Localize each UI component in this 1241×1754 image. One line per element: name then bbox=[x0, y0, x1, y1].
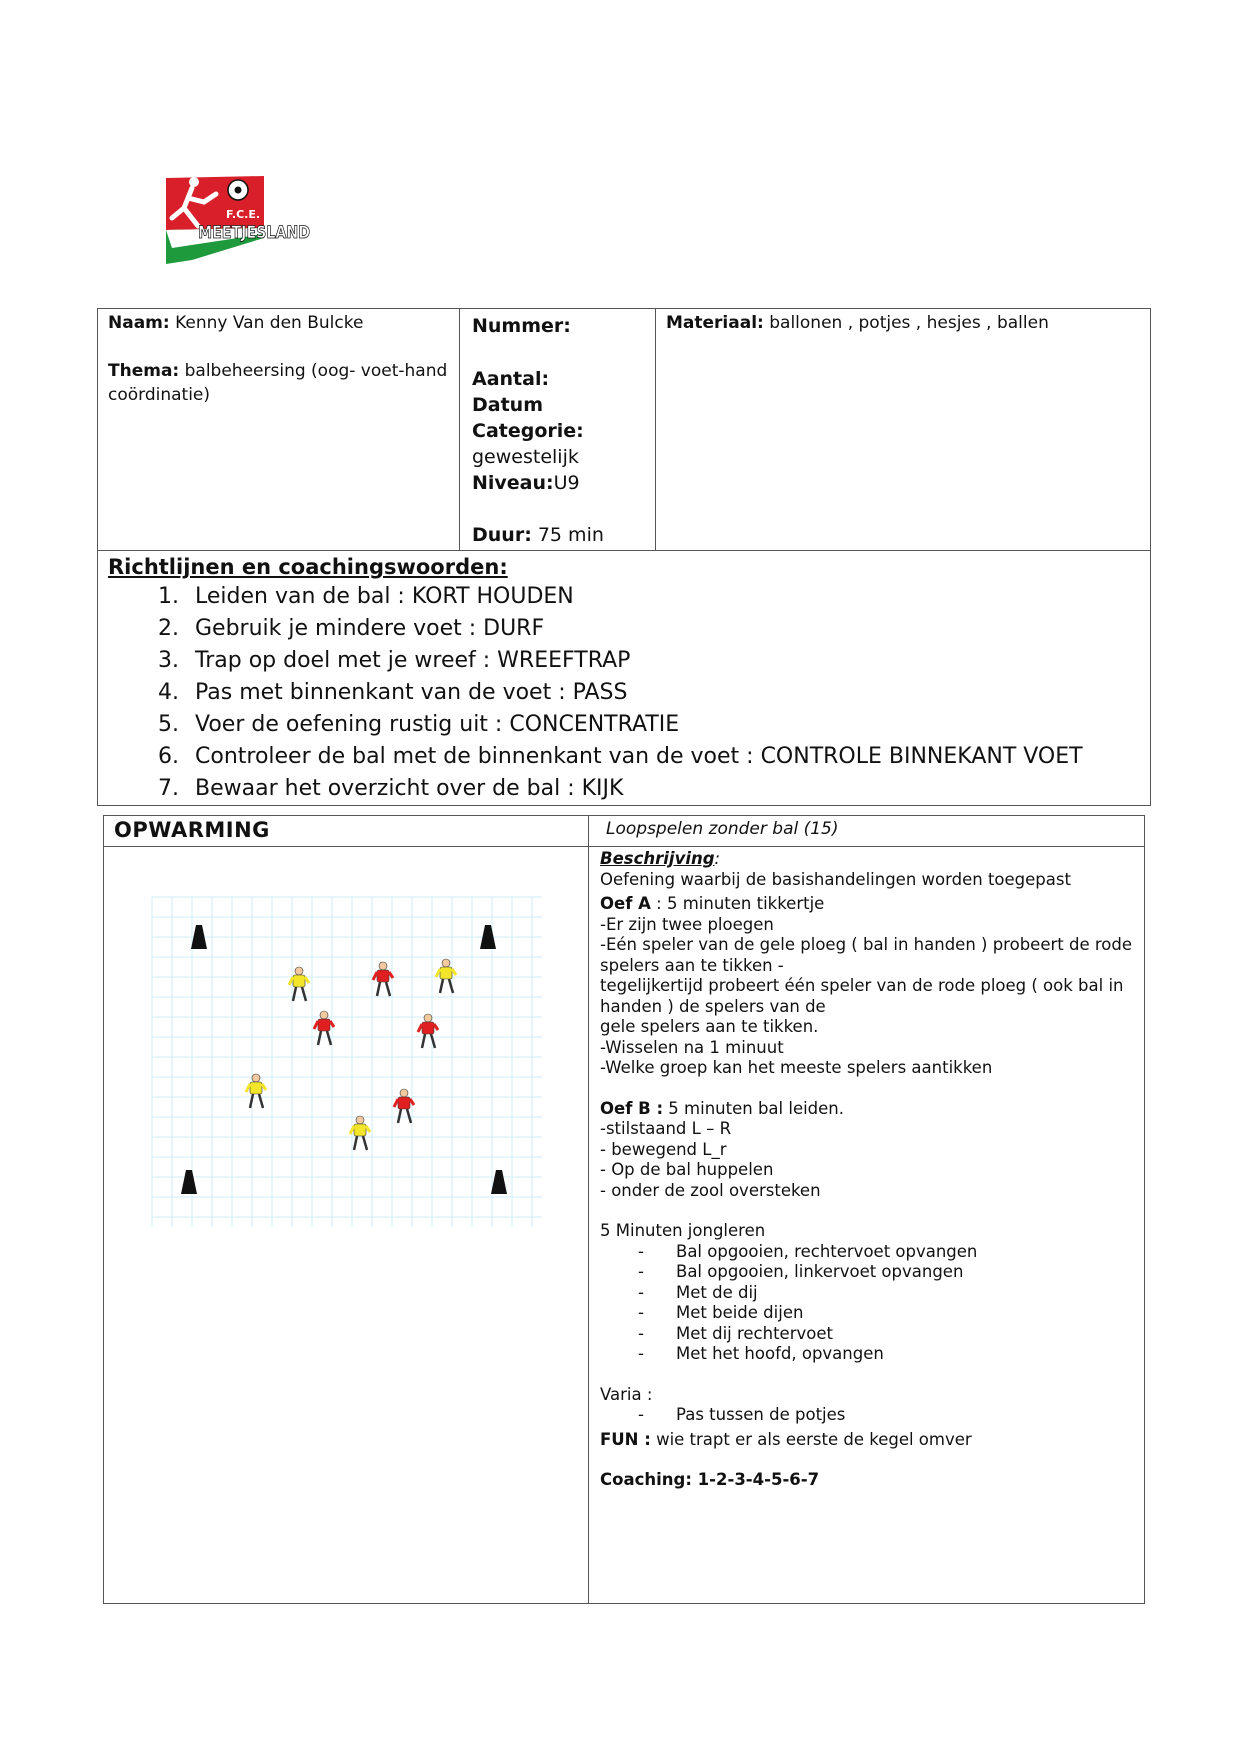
opwarming-table bbox=[103, 815, 1145, 1604]
svg-text:MEETJESLAND: MEETJESLAND bbox=[198, 223, 310, 243]
red-player-icon bbox=[418, 1014, 438, 1048]
richtlijnen-title: Richtlijnen en coachingswoorden: bbox=[108, 555, 508, 579]
duur-value: 75 min bbox=[537, 524, 604, 546]
exercise-diagram bbox=[152, 897, 542, 1227]
list-item: - Pas tussen de potjes bbox=[638, 1405, 846, 1424]
categorie-value: gewestelijk bbox=[472, 446, 579, 468]
list-item: - Met dij rechtervoet bbox=[638, 1323, 833, 1343]
list-item: - Met de dij bbox=[638, 1282, 758, 1302]
naam-value: Kenny Van den Bulcke bbox=[175, 313, 364, 333]
oefB-line: - bewegend L_r bbox=[600, 1139, 727, 1159]
list-item: 6. Controleer de bal met de binnenkant van de voet : CONTROLE BINNEKANT VOET bbox=[158, 744, 1083, 769]
oefA-line: -Eén speler van de gele ploeg ( bal in handen ) probeert de rode spelers aan te tikken - bbox=[600, 935, 1132, 975]
list-item: 7. Bewaar het overzicht over de bal : KIJK bbox=[158, 776, 624, 801]
categorie-label: Categorie: bbox=[472, 420, 584, 442]
list-item: - Met beide dijen bbox=[638, 1303, 804, 1322]
nummer-label: Nummer: bbox=[472, 315, 571, 337]
oefB-label: Oef B : bbox=[600, 1098, 664, 1118]
oefA-line: -Welke groep kan het meeste spelers aantikken bbox=[600, 1058, 993, 1077]
yellow-player-icon bbox=[436, 959, 456, 993]
list-item: 1. Leiden van de bal : KORT HOUDEN bbox=[158, 584, 574, 609]
richtlijnen-cell bbox=[98, 551, 1151, 806]
oefA-label: Oef A bbox=[600, 894, 651, 913]
beschrijving-label: Beschrijving bbox=[600, 849, 715, 868]
list-item: 3. Trap op doel met je wreef : WREEFTRAP bbox=[158, 648, 631, 673]
oefB-line: - onder de zool oversteken bbox=[600, 1180, 821, 1200]
info-table bbox=[97, 308, 1151, 806]
list-item: 4. Pas met binnenkant van de voet : PASS bbox=[158, 680, 628, 705]
list-item: - Met het hoofd, opvangen bbox=[638, 1344, 884, 1363]
diagram-cell bbox=[104, 847, 589, 1604]
club-logo bbox=[162, 168, 312, 268]
jongleren-title: 5 Minuten jongleren bbox=[600, 1221, 766, 1240]
opwarming-title: OPWARMING bbox=[104, 816, 589, 847]
yellow-player-icon bbox=[350, 1116, 370, 1150]
datum-label: Datum bbox=[472, 394, 543, 416]
oefA-line: gele spelers aan te tikken. bbox=[600, 1017, 819, 1036]
duur-label: Duur: bbox=[472, 524, 532, 546]
richtlijnen-list bbox=[158, 581, 1140, 805]
cone-icon bbox=[181, 1170, 197, 1194]
fun-label: FUN : bbox=[600, 1429, 651, 1449]
fun-text: wie trapt er als eerste de kegel omver bbox=[650, 1429, 972, 1449]
coaching-text: Coaching: 1-2-3-4-5-6-7 bbox=[600, 1470, 820, 1489]
thema-value: balbeheersing (oog- voet-hand coördinatie) bbox=[108, 361, 448, 405]
materiaal-value: ballonen , potjes , hesjes , ballen bbox=[769, 313, 1049, 333]
list-item: 2. Gebruik je mindere voet : DURF bbox=[158, 616, 545, 641]
red-player-icon bbox=[314, 1011, 334, 1045]
list-item: - Bal opgooien, linkervoet opvangen bbox=[638, 1262, 964, 1281]
niveau-value: U9 bbox=[553, 472, 580, 494]
opwarming-subtitle: Loopspelen zonder bal (15) bbox=[589, 816, 1145, 847]
yellow-player-icon bbox=[246, 1074, 266, 1108]
oefA-line: -Er zijn twee ploegen bbox=[600, 914, 774, 934]
details-cell bbox=[460, 309, 656, 551]
red-player-icon bbox=[394, 1089, 414, 1123]
oefB-line: -stilstaand L – R bbox=[600, 1119, 732, 1138]
svg-text:F.C.E.: F.C.E. bbox=[226, 208, 261, 221]
oefA-line: -Wisselen na 1 minuut bbox=[600, 1037, 784, 1057]
oefA-line: tegelijkertijd probeert één speler van de rode ploeg ( ook bal in handen ) de spelers van de bbox=[600, 976, 1124, 1016]
list-item: - Bal opgooien, rechtervoet opvangen bbox=[638, 1241, 978, 1261]
red-player-icon bbox=[373, 962, 393, 996]
list-item: 5. Voer de oefening rustig uit : CONCENTRATIE bbox=[158, 712, 680, 737]
niveau-label: Niveau: bbox=[472, 472, 554, 494]
aantal-label: Aantal: bbox=[472, 368, 550, 390]
oefB-line: - Op de bal huppelen bbox=[600, 1160, 774, 1179]
naam-thema-cell: Naam: Kenny Van den Bulcke Thema: balbeheersing (oog- voet-hand coördinatie) bbox=[98, 309, 460, 551]
beschrijving-cell: Beschrijving: Oefening waarbij de basishandelingen worden toegepast Oef A : 5 minuten tikkertje -Er zijn twee ploegen -Eén speler van de gele ploeg ( bal in handen ) probeert de rode spelers aan te tikken - tegelijkertijd probeert één speler van de rode ploeg ( ook bal in handen ) de spelers van de gele spelers aan te tikken. -Wisselen na 1 minuut -Welke groep kan het meeste spelers aantikken Oef B : 5 minuten bal leiden. -stilstaand L – R - bewegend L_r - Op de bal huppelen - onder de zool oversteken 5 Minuten jongleren - Bal opgooien, rechtervoet opvangen - Bal opgooien, linkervoet opvangen - Met de dij - Met beide dijen - Met dij rechtervoet - Met het hoofd, opvangen Varia : - Pas tussen de potjes FUN : wie trapt er als eerste de kegel omver Coaching: 1-2-3-4-5-6-7 bbox=[589, 847, 1145, 1604]
materiaal-cell: Materiaal: ballonen , potjes , hesjes , ballen bbox=[656, 309, 1151, 551]
intro-text: Oefening waarbij de basishandelingen worden toegepast bbox=[600, 869, 1071, 889]
cone-icon bbox=[491, 1170, 507, 1194]
varia-label: Varia : bbox=[600, 1384, 653, 1404]
